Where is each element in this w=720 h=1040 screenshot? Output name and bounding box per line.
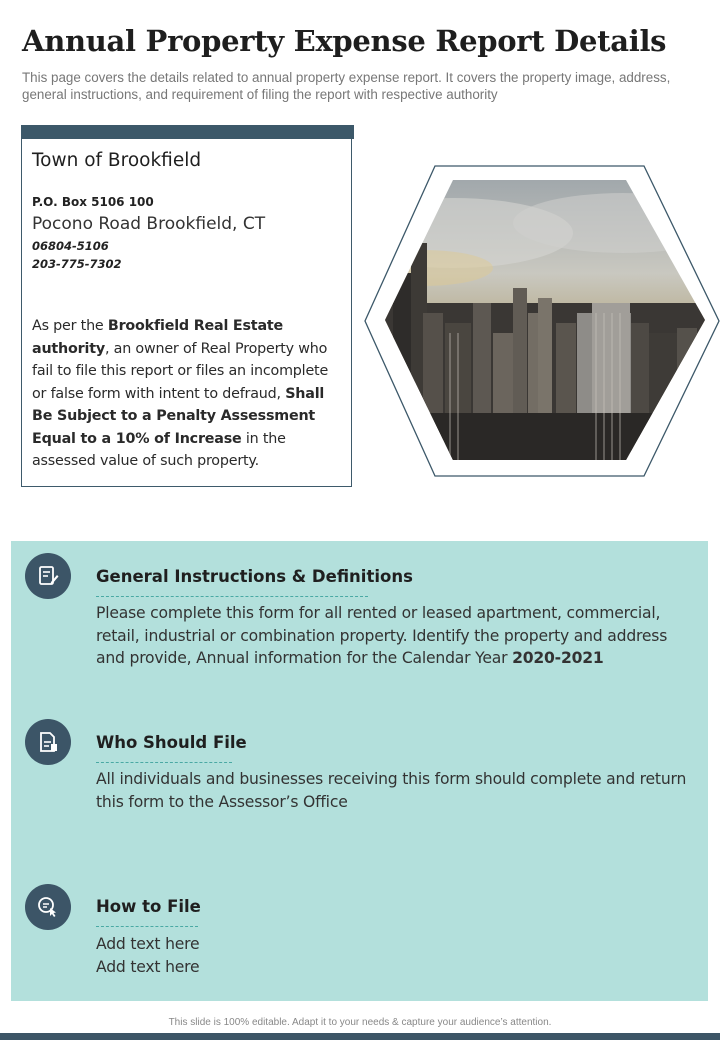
po-box: P.O. Box 5106 100 xyxy=(32,195,154,209)
section-body-text: Please complete this form for all rented or leased apartment, commercial, retail, industrial or combination property. Identify the property and address and provide, Annual information for the Calendar Year xyxy=(96,604,668,668)
phone-number: 203-775-7302 xyxy=(32,257,122,271)
policy-text-3: in the assessed value of such property. xyxy=(32,430,286,469)
page-title: Annual Property Expense Report Details xyxy=(22,24,667,58)
street-address: Pocono Road Brookfield, CT xyxy=(32,214,266,234)
card-header-bar xyxy=(21,125,354,139)
calendar-year: 2020-2021 xyxy=(512,649,604,668)
instructions-panel xyxy=(11,541,708,1001)
section-title: General Instructions & Definitions xyxy=(96,567,413,586)
section-body xyxy=(96,602,696,670)
section-title: Who Should File xyxy=(96,733,247,752)
edit-document-icon xyxy=(25,553,71,599)
policy-text-2: , an owner of Real Property who fail to file this report or files an incomplete or false form with intent to defraud, xyxy=(32,340,329,402)
title-divider xyxy=(96,926,198,927)
document-filing-icon xyxy=(25,719,71,765)
title-divider xyxy=(96,762,232,763)
section-title: How to File xyxy=(96,897,201,916)
zip-code: 06804-5106 xyxy=(32,239,109,253)
section-body-line: Add text here xyxy=(96,958,200,976)
chat-touch-icon xyxy=(25,884,71,930)
policy-penalty: Shall Be Subject to a Penalty Assessment Equal to a 10% of Increase xyxy=(32,385,325,447)
section-body-line: Add text here xyxy=(96,935,200,953)
policy-text-1: As per the xyxy=(32,318,108,334)
bottom-bar xyxy=(0,1033,720,1040)
policy-authority: Brookfield Real Estate authority xyxy=(32,318,284,357)
property-image xyxy=(363,163,720,479)
section-body: All individuals and businesses receiving this form should complete and return this form to the Assessor’s Office xyxy=(96,770,687,811)
town-name: Town of Brookfield xyxy=(32,150,202,171)
address-card xyxy=(21,125,352,487)
title-divider xyxy=(96,596,368,597)
property-image-frame xyxy=(363,163,720,479)
penalty-policy-text xyxy=(32,315,344,473)
footer-note: This slide is 100% editable. Adapt it to your needs & capture your audience’s attention. xyxy=(168,1017,552,1028)
page-subtitle: This page covers the details related to annual property expense report. It covers the property image, address, general instructions, and requirement of filing the report with respective authority xyxy=(22,70,671,102)
